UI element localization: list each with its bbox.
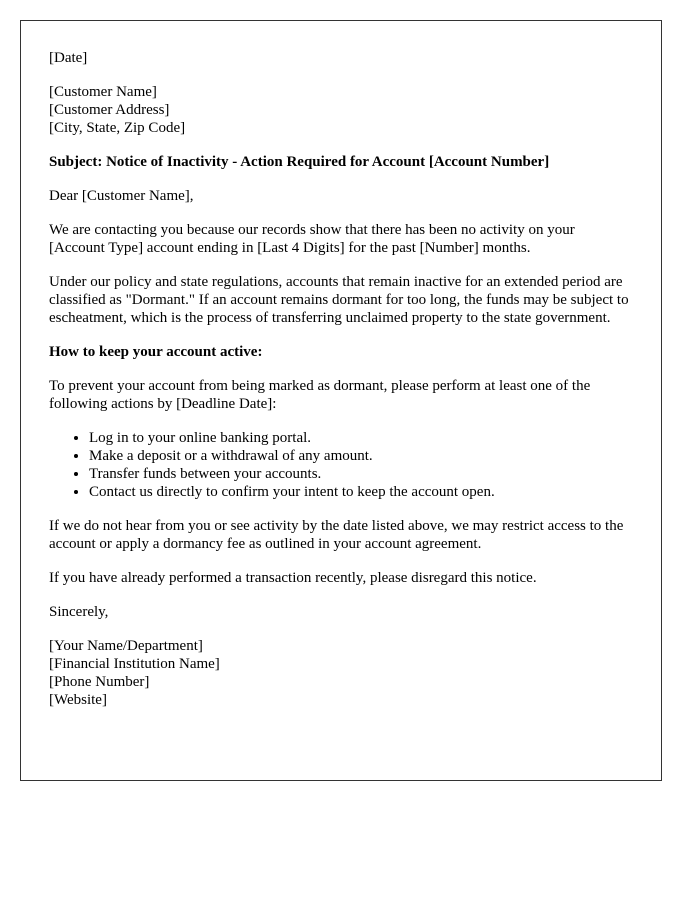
list-item: • Make a deposit or a withdrawal of any amount.: [89, 447, 634, 465]
recipient-city: [City, State, Zip Code]: [49, 120, 186, 136]
date: [Date]: [49, 50, 88, 66]
recipient-address: [Customer Address]: [49, 102, 170, 118]
section-heading: How to keep your account active:: [49, 344, 263, 360]
signature-block: [49, 637, 634, 709]
salutation: Dear [Customer Name],: [49, 188, 194, 204]
signature-name: [Your Name/Department]: [49, 638, 203, 654]
list-item: • Transfer funds between your accounts.: [89, 465, 634, 483]
paragraph-disregard: If you have already performed a transaction recently, please disregard this notice.: [49, 570, 537, 586]
actions-list: [49, 429, 634, 501]
recipient-name: [Customer Name]: [49, 84, 157, 100]
recipient-block: [49, 83, 634, 137]
signature-institution: [Financial Institution Name]: [49, 656, 220, 672]
paragraph-inactivity: We are contacting you because our records show that there has been no activity on your [Account Type] account ending in [Last 4 Digits] for the past [Number] months.: [49, 222, 575, 256]
paragraph-consequences: If we do not hear from you or see activity by the date listed above, we may restrict access to the account or apply a dormancy fee as outlined in your account agreement.: [49, 518, 624, 552]
subject-line: Subject: Notice of Inactivity - Action Required for Account [Account Number]: [49, 154, 550, 170]
list-item: • Log in to your online banking portal.: [89, 429, 634, 447]
signature-phone: [Phone Number]: [49, 674, 150, 690]
signature-website: [Website]: [49, 692, 107, 708]
list-item: • Contact us directly to confirm your intent to keep the account open.: [89, 483, 634, 501]
letter: [20, 20, 662, 781]
paragraph-instructions: To prevent your account from being marked as dormant, please perform at least one of the following actions by [Deadline Date]:: [49, 378, 591, 412]
closing: Sincerely,: [49, 604, 109, 620]
paragraph-policy: Under our policy and state regulations, accounts that remain inactive for an extended period are classified as "Dormant." If an account remains dormant for too long, the funds may be subject to escheatment, which is the process of transferring unclaimed property to the state government.: [49, 274, 629, 326]
